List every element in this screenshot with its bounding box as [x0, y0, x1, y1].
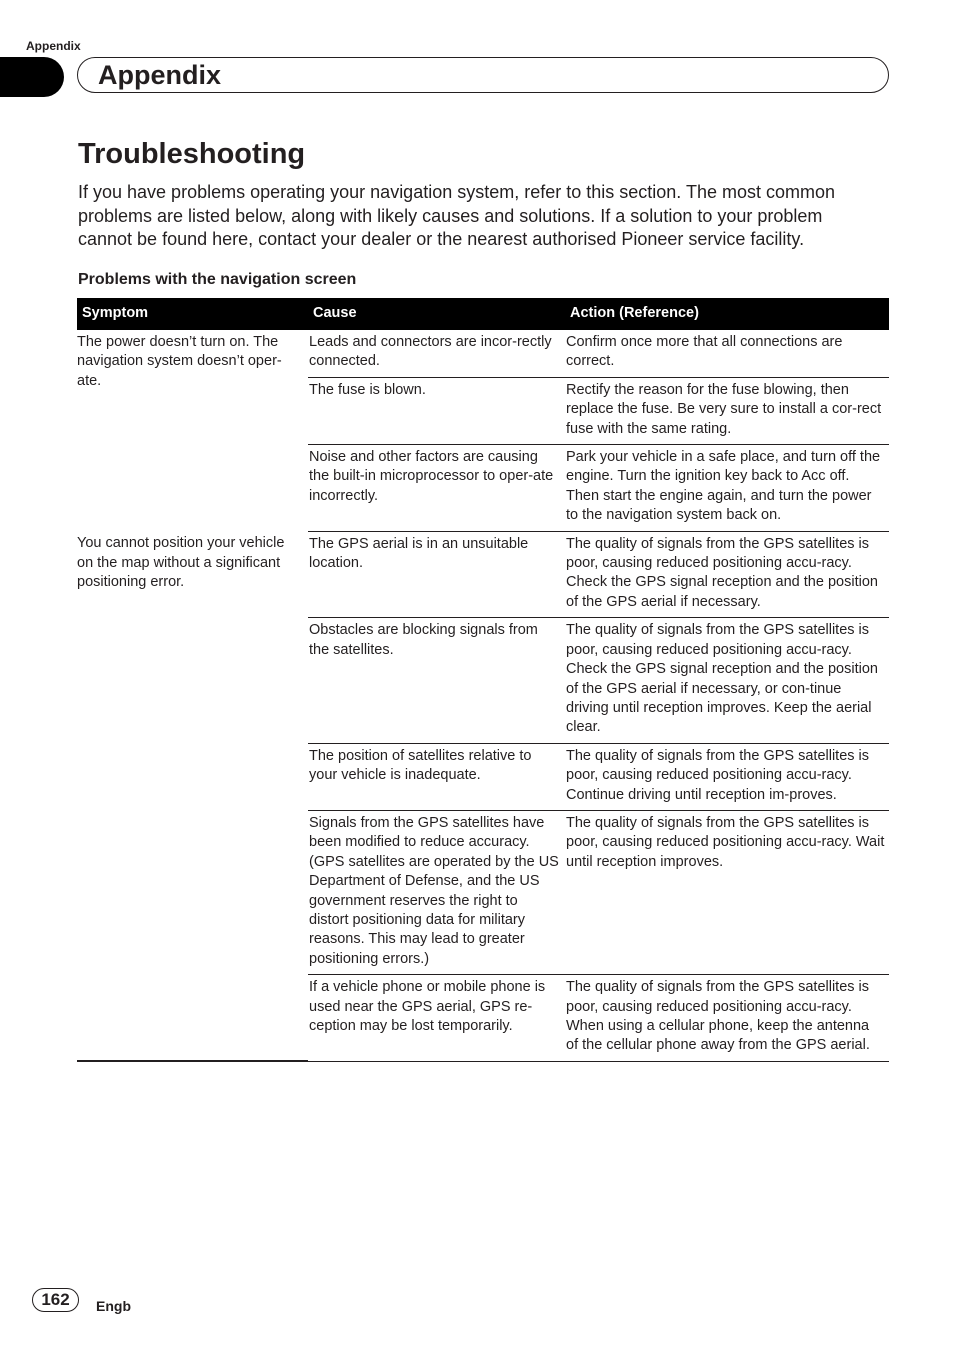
column-header-symptom: Symptom	[77, 298, 308, 330]
table-row	[77, 531, 889, 618]
column-header-cause: Cause	[308, 298, 565, 330]
action-cell: The quality of signals from the GPS satellites is poor, causing reduced positioning accu-racy. Continue driving until reception im-proves.	[565, 743, 889, 810]
cause-cell: Noise and other factors are causing the built-in microprocessor to oper-ate incorrectly.	[308, 445, 565, 532]
cause-cell: If a vehicle phone or mobile phone is used near the GPS aerial, GPS re-ception may be lost temporarily.	[308, 975, 565, 1062]
cause-cell: The position of satellites relative to your vehicle is inadequate.	[308, 743, 565, 810]
page-number: 162	[32, 1288, 79, 1312]
cause-cell: The fuse is blown.	[308, 377, 565, 444]
action-cell: Park your vehicle in a safe place, and turn off the engine. Turn the ignition key back to Acc off. Then start the engine again, and turn the power to the navigation system back on.	[565, 445, 889, 532]
table-header-row	[77, 298, 889, 330]
column-header-action: Action (Reference)	[565, 298, 889, 330]
cause-cell: The GPS aerial is in an unsuitable location.	[308, 531, 565, 618]
running-head: Appendix	[26, 39, 81, 53]
action-cell: The quality of signals from the GPS satellites is poor, causing reduced positioning accu-racy. Check the GPS signal reception and the position of the GPS aerial if necessary.	[565, 531, 889, 618]
symptom-cell: You cannot position your vehicle on the map without a significant positioning error.	[77, 531, 308, 1061]
table-row	[77, 330, 889, 377]
section-band-title: Appendix	[98, 60, 222, 90]
action-cell: Confirm once more that all connections are correct.	[565, 330, 889, 377]
section-tab-marker	[0, 57, 64, 97]
action-cell: Rectify the reason for the fuse blowing, then replace the fuse. Be very sure to install a cor-rect fuse with the same rating.	[565, 377, 889, 444]
page-title: Troubleshooting	[78, 138, 306, 170]
troubleshooting-table	[77, 298, 889, 1062]
cause-cell: Leads and connectors are incor-rectly connected.	[308, 330, 565, 377]
action-cell: The quality of signals from the GPS satellites is poor, causing reduced positioning accu-racy. When using a cellular phone, keep the antenna of the cellular phone away from the GPS aerial.	[565, 975, 889, 1062]
symptom-cell: The power doesn’t turn on. The navigation system doesn’t oper-ate.	[77, 334, 282, 389]
action-cell: The quality of signals from the GPS satellites is poor, causing reduced positioning accu-racy. Check the GPS signal reception and the position of the GPS aerial if necessary, or con-tinue driving until reception improves. Keep the aerial clear.	[565, 618, 889, 743]
cause-cell: Signals from the GPS satellites have been modified to reduce accuracy. (GPS satellites are operated by the US Department of Defense, and the US government reserves the right to distort positioning data for military reasons. This may lead to greater positioning errors.)	[308, 810, 565, 974]
table-title: Problems with the navigation screen	[78, 271, 357, 288]
language-code: Engb	[96, 1298, 131, 1314]
intro-paragraph: If you have problems operating your navigation system, refer to this section. The most common problems are listed below, along with likely causes and solutions. If a solution to your problem cannot be found here, contact your dealer or the nearest authorised Pioneer service facility.	[78, 182, 836, 249]
cause-cell: Obstacles are blocking signals from the satellites.	[308, 618, 565, 743]
action-cell: The quality of signals from the GPS satellites is poor, causing reduced positioning accu-racy. Wait until reception improves.	[565, 810, 889, 974]
section-band	[77, 57, 889, 93]
